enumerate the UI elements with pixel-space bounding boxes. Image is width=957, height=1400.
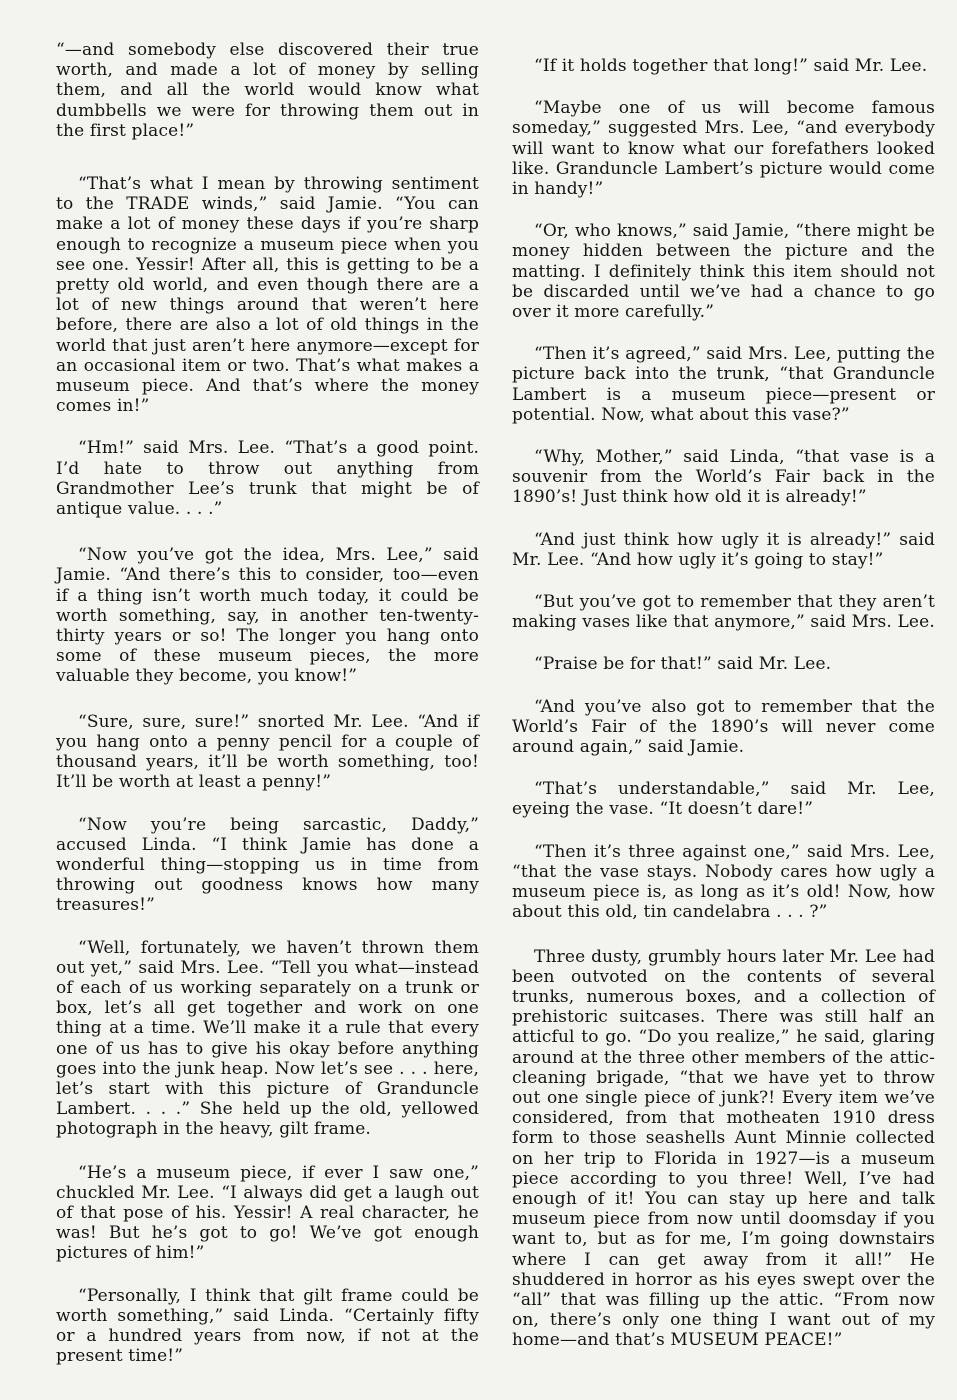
paragraph: “He’s a museum piece, if ever I saw one,” chuckled Mr. Lee. “I always did get a laugh out of that pose of his. Yessir! A real character, he was! But he’s got to go! We’ve got enough pictures of him!”: [56, 1162, 479, 1264]
paragraph: “That’s understandable,” said Mr. Lee, eyeing the vase. “It doesn’t dare!”: [512, 779, 935, 820]
paragraph: “Well, fortunately, we haven’t thrown them out yet,” said Mrs. Lee. “Tell you what—instead of each of us working separately on a trunk or box, let’s all get together and work on one thing at a time. We’ll make it a rule that every one of us has to give his okay before anything goes into the junk heap. Now let’s see . . . here, let’s start with this picture of Granduncle Lambert. . . .” She held up the old, yellowed photograph in the heavy, gilt frame.: [56, 937, 479, 1140]
paragraph: “Sure, sure, sure!” snorted Mr. Lee. “And if you hang onto a penny pencil for a couple of thousand years, it’ll be worth something, too! It’ll be worth at least a penny!”: [56, 711, 479, 793]
paragraph: “Or, who knows,” said Jamie, “there might be money hidden between the picture and the matting. I definitely think this item should not be discarded until we’ve had a chance to go over it more carefully.”: [512, 221, 935, 323]
left-column: [56, 40, 479, 1386]
paragraph: “Maybe one of us will become famous someday,” suggested Mrs. Lee, “and everybody will want to know what our forefathers looked like. Granduncle Lambert’s picture would come in handy!”: [512, 98, 935, 200]
paragraph: “Then it’s agreed,” said Mrs. Lee, putting the picture back into the trunk, “that Granduncle Lambert is a museum piece—present or potential. Now, what about this vase?”: [512, 344, 935, 425]
paragraph: “Praise be for that!” said Mr. Lee.: [534, 654, 832, 675]
paragraph: Three dusty, grumbly hours later Mr. Lee had been outvoted on the contents of several trunks, numerous boxes, and a collection of prehistoric suitcases. There was still half an atticful to go. “Do you realize,” he said, glaring around at the three other members of the attic-cleaning brigade, “that we have yet to throw out one single piece of junk?! Every item we’ve considered, from that motheaten 1910 dress form to those seashells Aunt Minnie collected on her trip to Florida in 1927—is a museum piece according to you three! Well, I’ve had enough of it! You can stay up here and talk museum piece from now until doomsday if you want to, but as for me, I’m going downstairs where I can get away from it all!” He shuddered in horror as his eyes swept over the “all” that was filling up the attic. “From now on, there’s only one thing I want out of my home—and that’s MUSEUM PEACE!”: [512, 946, 935, 1351]
right-column: [512, 56, 935, 1371]
paragraph: “Why, Mother,” said Linda, “that vase is a souvenir from the World’s Fair back in the 1890’s! Just think how old it is already!”: [512, 447, 935, 508]
paragraph: “That’s what I mean by throwing sentiment to the TRADE winds,” said Jamie. “You can make a lot of money these days if you’re sharp enough to recognize a museum piece when you see one. Yessir! After all, this is getting to be a pretty old world, and even though there are a lot of new things around that weren’t here before, there are also a lot of old things in the world that just aren’t here anymore—except for an occasional item or two. That’s what makes a museum piece. And that’s where the money comes in!”: [56, 174, 479, 417]
paragraph: “Then it’s three against one,” said Mrs. Lee, “that the vase stays. Nobody cares how ugly a museum piece is, as long as it’s old! Now, how about this old, tin candelabra . . . ?”: [512, 841, 935, 923]
paragraph: “But you’ve got to remember that they aren’t making vases like that anymore,” said Mrs. Lee.: [512, 592, 935, 633]
paragraph: “Now you’ve got the idea, Mrs. Lee,” said Jamie. “And there’s this to consider, too—even if a thing isn’t worth much today, it could be worth something, say, in another ten-twenty-thirty years or so! The longer you hang onto some of these museum pieces, the more valuable they become, you know!”: [56, 545, 479, 687]
paragraph: “If it holds together that long!” said Mr. Lee.: [534, 56, 928, 76]
paragraph: “Now you’re being sarcastic, Daddy,” accused Linda. “I think Jamie has done a wonderful thing—stopping us in time from throwing out goodness knows how many treasures!”: [56, 814, 479, 916]
paragraph: “Hm!” said Mrs. Lee. “That’s a good point. I’d hate to throw out anything from Grandmother Lee’s trunk that might be of antique value. . . .”: [56, 438, 479, 520]
paragraph: “—and somebody else discovered their true worth, and made a lot of money by selling them, and all the world would know what dumbbells we were for throwing them out in the first place!”: [56, 40, 479, 141]
paragraph: “And just think how ugly it is already!” said Mr. Lee. “And how ugly it’s going to stay!”: [512, 529, 935, 570]
paragraph: “And you’ve also got to remember that the World’s Fair of the 1890’s will never come around again,” said Jamie.: [512, 696, 935, 758]
paragraph: “Personally, I think that gilt frame could be worth something,” said Linda. “Certainly fifty or a hundred years from now, if not at the present time!”: [56, 1285, 479, 1367]
